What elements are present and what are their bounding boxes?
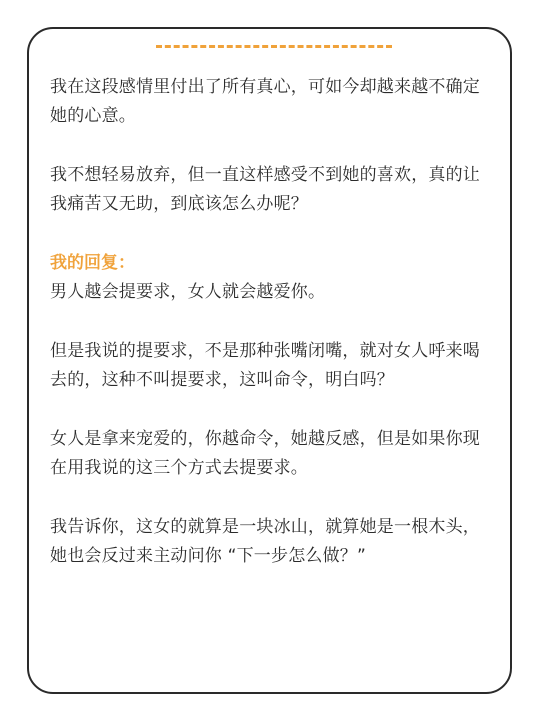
reply-paragraph-3: 女人是拿来宠爱的，你越命令，她越反感，但是如果你现在用我说的这三个方式去提要求。 (50, 429, 480, 478)
card-content (50, 73, 494, 601)
question-paragraph-2: 我不想轻易放弃，但一直这样感受不到她的喜欢，真的让我痛苦又无助，到底该怎么办呢？ (50, 165, 480, 214)
dashed-divider (156, 45, 392, 48)
message-card (27, 27, 512, 694)
reply-title: 我的回复： (50, 253, 135, 273)
reply-paragraph-1: 男人越会提要求，女人就会越爱你。 (50, 282, 326, 302)
reply-paragraph-2: 但是我说的提要求，不是那种张嘴闭嘴，就对女人呼来喝去的，这种不叫提要求，这叫命令，明白吗？ (50, 341, 480, 390)
question-paragraph-1: 我在这段感情里付出了所有真心，可如今却越来越不确定她的心意。 (50, 77, 480, 126)
reply-paragraph-4: 我告诉你，这女的就算是一块冰山，就算她是一根木头，她也会反过来主动问你 “下一步怎么做？” (50, 517, 480, 566)
